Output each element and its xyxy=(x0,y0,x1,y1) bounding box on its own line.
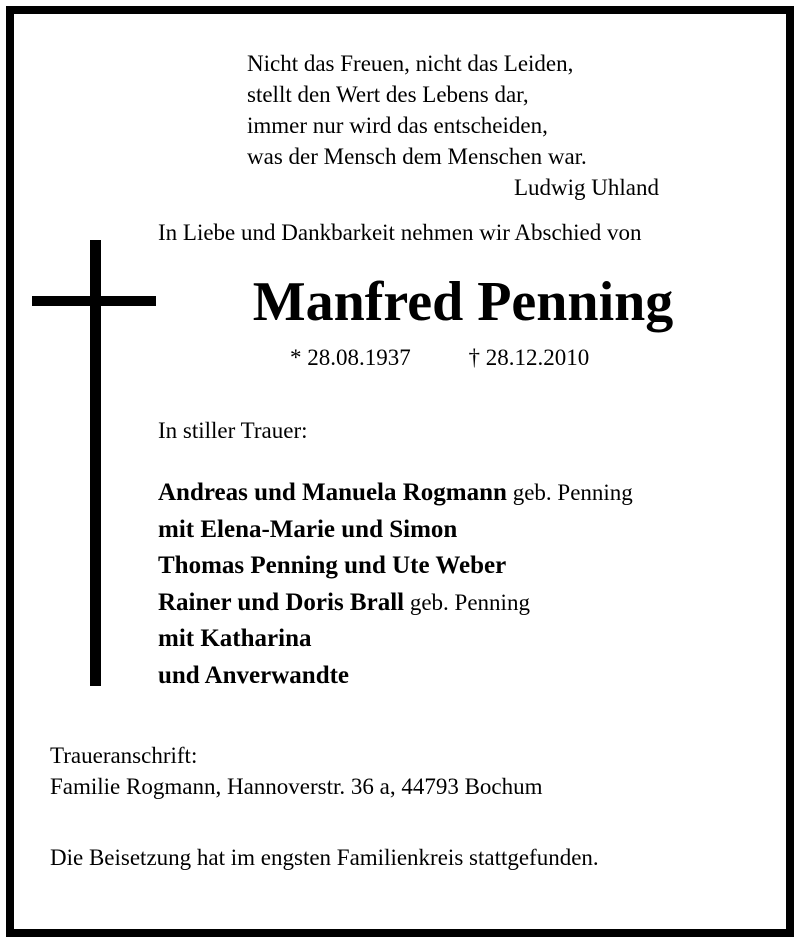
deceased-name: Manfred Penning xyxy=(252,271,674,333)
life-dates xyxy=(290,345,589,371)
family-names: Rainer und Doris Brall xyxy=(158,588,405,616)
family-names: mit Elena-Marie und Simon xyxy=(158,515,458,543)
family-line xyxy=(158,512,633,549)
poem-author: Ludwig Uhland xyxy=(513,175,659,200)
poem-line: was der Mensch dem Menschen war. xyxy=(247,144,587,169)
family-line xyxy=(158,548,633,585)
poem-line: immer nur wird das entscheiden, xyxy=(247,113,548,138)
family-note: geb. Penning xyxy=(506,480,633,505)
family-line xyxy=(158,658,633,695)
poem-line: stellt den Wert des Lebens dar, xyxy=(247,82,529,107)
family-names: mit Katharina xyxy=(158,625,312,652)
address-label: Traueranschrift: xyxy=(50,743,198,768)
family-line xyxy=(158,585,633,622)
family-names: Andreas und Manuela Rogmann xyxy=(158,479,507,506)
family-names: und Anverwandte xyxy=(158,661,350,689)
address-value: Familie Rogmann, Hannoverstr. 36 a, 44793 Bochum xyxy=(50,774,543,799)
family-names: Thomas Penning und Ute Weber xyxy=(158,552,507,579)
family-note: geb. Penning xyxy=(404,589,530,615)
family-line xyxy=(158,475,633,512)
mourning-address xyxy=(50,740,543,802)
funeral-note: Die Beisetzung hat im engsten Familienkreis stattgefunden. xyxy=(50,845,599,870)
cross-vertical-bar xyxy=(90,240,101,686)
intro-text: In Liebe und Dankbarkeit nehmen wir Abschied von xyxy=(158,220,642,245)
poem-line: Nicht das Freuen, nicht das Leiden, xyxy=(247,51,574,76)
family-line xyxy=(158,621,633,658)
birth-date: * 28.08.1937 xyxy=(290,345,411,370)
cross-horizontal-bar xyxy=(32,296,156,306)
poem xyxy=(247,48,677,203)
family-list xyxy=(158,475,633,694)
mourning-label: In stiller Trauer: xyxy=(158,418,308,443)
death-date: † 28.12.2010 xyxy=(468,345,590,370)
